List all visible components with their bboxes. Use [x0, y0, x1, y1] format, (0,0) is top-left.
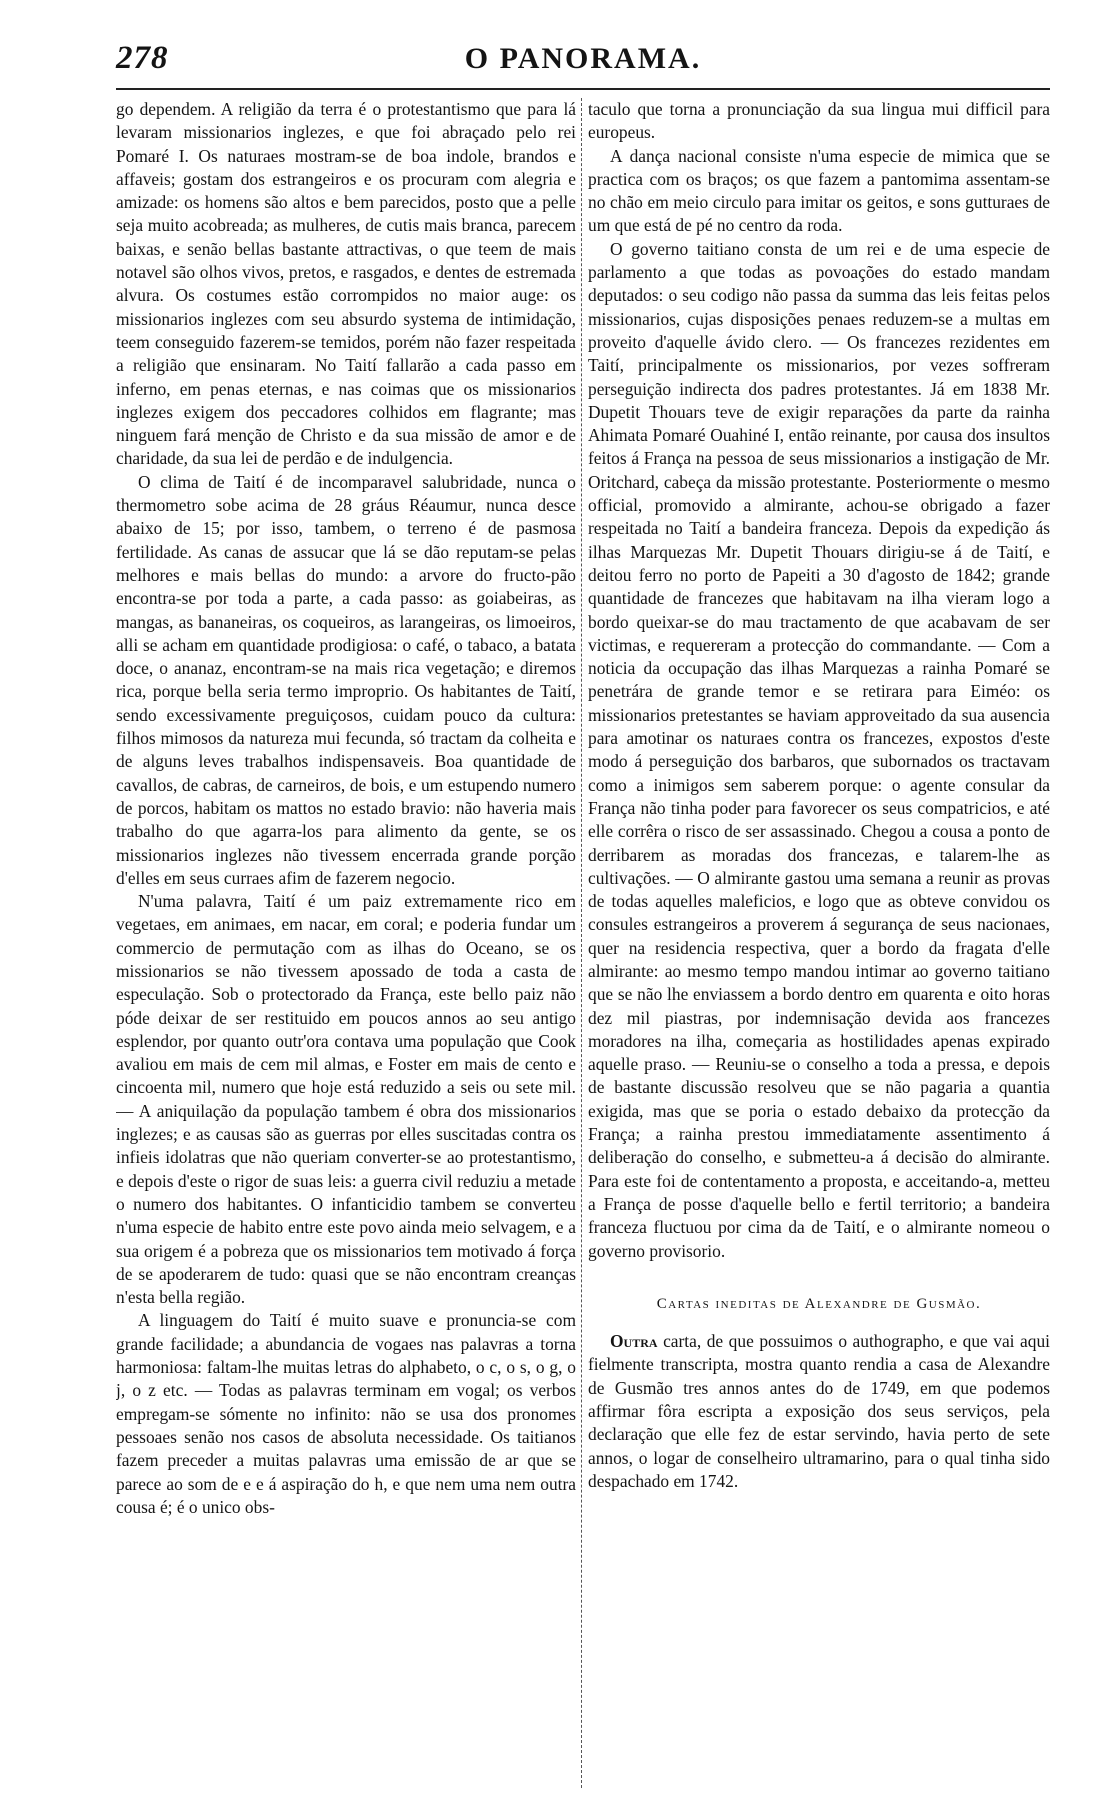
paragraph: taculo que torna a pronunciação da sua lingua mui difficil para europeus. — [588, 99, 1050, 143]
page-header — [116, 40, 1050, 86]
paragraph: A dança nacional consiste n'uma especie de mimica que se practica com os braços; os que fazem a pantomima assentam-se no chão em meio circulo para imitar os geitos, e sons gutturaes de um que está de pé no centro da roda. — [588, 145, 1050, 236]
paragraph: O governo taitiano consta de um rei e de uma especie de parlamento a que todas as povoações do estado mandam deputados: o seu codigo não passa da summa das leis feitas pelos missionarios, cujas disposições penaes reduzem-se a multas em proveito d'aquelle ávido clero. — Os francezes rezidentes em Taití, principalmente os missionarios, por vezes soffreram perseguição indirecta dos padres protestantes. Já em 1838 Mr. Dupetit Thouars teve de exigir reparações da parte da rainha Ahimata Pomaré Ouahiné I, então reinante, por causa dos insultos feitos á França na pessoa de seus missionarios a instigação de Mr. Oritchard, cabeça da missão protestante. Posteriormente o mesmo official, promovido a almirante, achou-se obrigado a fazer respeitada no Taití a bandeira franceza. Depois da expedição ás ilhas Marquezas Mr. Dupetit Thouars dirigiu-se á de Taití, e deitou ferro no porto de Papeiti a 30 d'agosto de 1842; grande quantidade de francezes que habitavam na ilha vieram logo a bordo queixar-se do mau tractamento de que acabavam de ser victimas, e requereram a protecção do commandante. — Com a noticia da occupação das ilhas Marquezas a rainha Pomaré se penetrára de grande temor e se retirara para Eiméo: os missionarios pretestantes se haviam approveitado da sua ausencia para amotinar os naturaes contra os francezes, expostos d'este modo á perseguição dos barbaros, que subornados os tractavam como a inimigos sem saberem porque: o agente consular da França não tinha poder para favorecer os seus compatricios, e até elle corrêra o risco de ser assassinado. Chegou a cousa a ponto de derribarem as moradas dos francezas, e talarem-lhe as cultivações. — O almirante gastou uma semana a reunir as provas de todas aquelles maleficios, e logo que as obteve convidou os consules estrangeiros a proverem á segurança de seus nacionaes, quer na residencia respectiva, quer a bordo da fragata d'elle almirante: ao mesmo tempo mandou intimar ao governo taitiano que se não lhe enviassem a bordo dentro em quarenta e oito horas dez mil piastras, por indemnisação devida aos francezes moradores na ilha, começaria as hostilidades apenas expirado aquelle praso. — Reuniu-se o conselho a toda a pressa, e depois de bastante discussão resolveu que se não pagaria a quantia exigida, mas que se poria o estado debaixo da protecção da França; a rainha prestou immediatamente assentimento á deliberação do conselho, e submetteu-a á decisão do almirante. Para este foi de contentamento a proposta, e acceitando-a, metteu a França de posse d'aquelle bello e fertil territorio; a bandeira franceza fluctuou por cima da de Taití, e o almirante nomeou o governo provisorio. — [588, 238, 1050, 1261]
paragraph: A linguagem do Taití é muito suave e pronuncia-se com grande facilidade; a abundancia de vogaes nas palavras a torna harmoniosa: faltam-lhe muitas letras do alphabeto, o c, o s, o g, o j, o z etc. — Todas as palavras terminam em vogal; os verbos empregam-se sómente no infinito: não se usa dos pronomes pessoaes senão nos casos de absoluta necessidade. Os taitianos fazem preceder a muitas palavras uma emissão de ar que se parece ao som de e e á aspiração do h, e que nem uma nem outra cousa é; é o unico obs- — [116, 1310, 576, 1517]
left-column — [116, 98, 576, 1788]
header-rule — [116, 88, 1050, 90]
letter-lead-word: Outra — [610, 1331, 658, 1352]
column-divider — [581, 98, 582, 1788]
paragraph: N'uma palavra, Taití é um paiz extremamente rico em vegetaes, em animaes, em nacar, em coral; e poderia fundar um commercio de permutação com as ilhas do Oceano, se os missionarios se não tivessem apossado de toda a casta de especulação. Sob o protectorado da França, este bello paiz não póde deixar de ser restituido em poucos annos ao seu antigo esplendor, por quanto outr'ora contava uma população que Cook avaliou em mais de cem mil almas, e Foster em mais de cento e cincoenta mil, numero que hoje está reduzido a seis ou sete mil. — A aniquilação da população tambem é obra dos missionarios inglezes; e as causas são as guerras por elles suscitadas contra os infieis idolatras que não queriam converter-se ao protestantismo, e depois d'este o rigor de suas leis: a guerra civil reduziu a metade o numero dos habitantes. O infanticidio tambem se converteu n'uma especie de habito entre este povo ainda meio selvagem, e a sua origem é a pobreza que os missionarios tem motivado á força de se apoderarem de tudo: quasi que se não encontram creanças n'esta bella região. — [116, 891, 576, 1308]
paragraph: go dependem. A religião da terra é o protestantismo que para lá levaram missionarios inglezes, e que foi abraçado pelo rei Pomaré I. Os naturaes mostram-se de boa indole, brandos e affaveis; gostam dos estrangeiros e os procuram com alegria e amizade: os homens são altos e bem parecidos, posto que a pelle seja muito acobreada; as mulheres, de cutis mais branca, parecem baixas, e senão bellas bastante attractivas, o que teem de mais notavel são olhos vivos, pretos, e rasgados, e dentes de estremada alvura. Os costumes estão corrompidos no maior auge: os missionarios inglezes com seu absurdo systema de intimidação, teem conseguido fazerem-se temidos, porém não fazer respeitada a religião que ensinaram. No Taití fallarão a cada passo em inferno, em penas eternas, e nas coimas que os missionarios inglezes exigem dos peccadores colhidos em flagrante; mas ninguem fará menção de Christo e da sua missão de amor e de charidade, da sua lei de perdão e de indulgencia. — [116, 99, 576, 469]
paragraph: O clima de Taití é de incomparavel salubridade, nunca o thermometro sobe acima de 28 gráus Réaumur, nunca desce abaixo de 15; por isso, tambem, o terreno é de pasmosa fertilidade. As canas de assucar que lá se dão reputam-se pelas melhores e mais bellas do mundo: a arvore do fructo-pão encontra-se por toda a parte, a cada passo: as goiabeiras, as mangas, as bananeiras, os coqueiros, as larangeiras, os limoeiros, alli se acham em quantidade prodigiosa: o café, o tabaco, a batata doce, o ananaz, encontram-se na mais rica vegetação; e diremos rica, porque bella seria termo improprio. Os habitantes de Taití, sendo excessivamente preguiçosos, cuidam pouco da cultura: filhos mimosos da natureza mui fecunda, só tractam da colheita e de alguns leves trabalhos indispensaveis. Boa quantidade de cavallos, de cabras, de carneiros, de bois, e um estupendo numero de porcos, habitam os mattos no estado bravio: não haveria mais trabalho do que agarra-los para alimento da gente, se os missionarios inglezes não tivessem encerrada grande porção d'elles em seus curraes afim de fazerem negocio. — [116, 471, 576, 888]
page-number: 278 — [116, 40, 169, 76]
right-column — [588, 98, 1050, 1788]
letter-text: carta, de que possuimos o authographo, e que vai aqui fielmente transcripta, mostra quanto rendia a casa de Alexandre de Gusmão tres annos antes do de 1749, em que podemos affirmar fôra escripta a exposição dos seus serviços, pela declaração que elle fez de estar servindo, havia perto de sete annos, o logar de conselheiro ultramarino, para o qual tinha sido despachado em 1742. — [588, 1331, 1050, 1491]
letter-paragraph — [588, 1330, 1050, 1493]
section-heading: Cartas ineditas de Alexandre de Gusmão. — [656, 1295, 982, 1312]
journal-title: O PANORAMA. — [464, 42, 702, 75]
